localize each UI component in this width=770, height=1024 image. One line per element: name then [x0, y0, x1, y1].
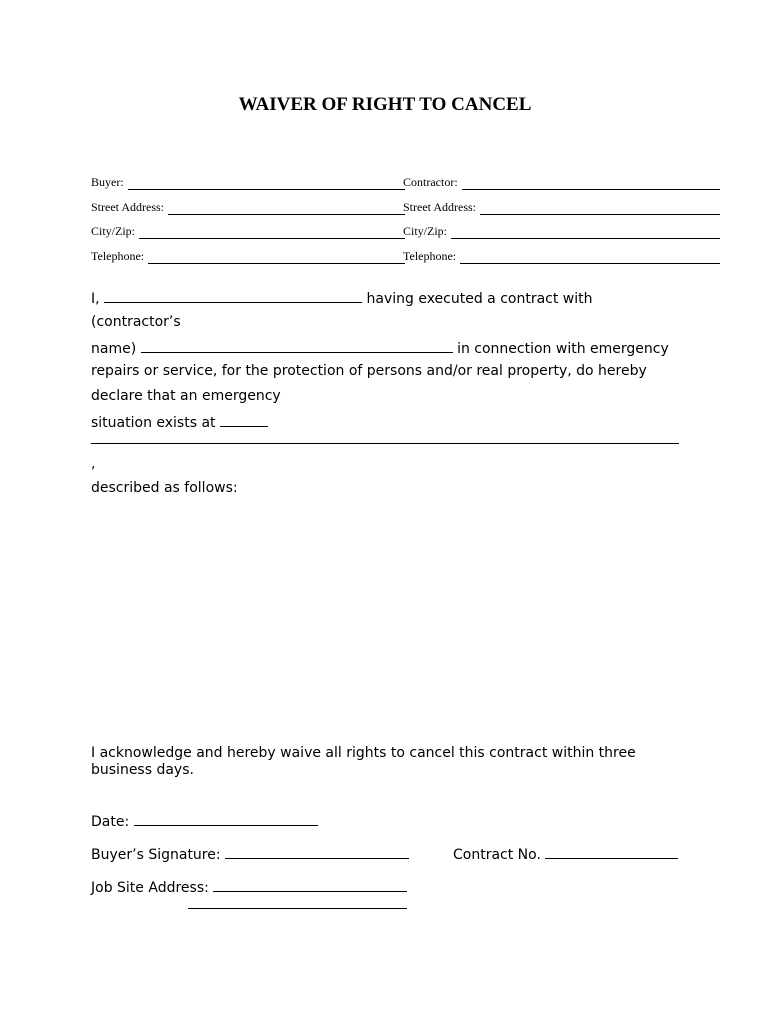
contractor-street-field[interactable] [403, 199, 720, 215]
contractor-cityzip-line[interactable] [451, 225, 720, 239]
buyer-street-field[interactable] [91, 199, 405, 215]
buyer-label: Buyer: [91, 175, 124, 189]
buyer-telephone-label: Telephone: [91, 249, 145, 263]
declaration-situation: situation exists at [91, 415, 216, 431]
date-row [91, 812, 318, 831]
declaration-repairs: repairs or service, for the protection of persons and/or real property, do hereby [91, 363, 647, 379]
acknowledge-line-2: business days. [91, 762, 194, 778]
job-site-label: Job Site Address: [91, 880, 209, 896]
situation-blank[interactable] [220, 413, 268, 427]
declaration-line-6 [91, 413, 268, 432]
date-blank[interactable] [134, 812, 318, 826]
declaration-line-3 [91, 339, 669, 358]
declaration-contractor-open: (contractor’s [91, 314, 181, 330]
contractor-label: Contractor: [403, 175, 458, 189]
acknowledge-line-1: I acknowledge and hereby waive all rights to cancel this contract within three [91, 745, 636, 761]
buyer-field[interactable] [91, 174, 405, 190]
buyer-signature-row [91, 845, 409, 864]
contractor-telephone-line[interactable] [460, 250, 720, 264]
buyer-street-line[interactable] [168, 201, 405, 215]
contractor-field[interactable] [403, 174, 720, 190]
declaration-line-1 [91, 289, 593, 308]
job-site-row [91, 878, 407, 897]
contractor-telephone-label: Telephone: [403, 249, 457, 263]
date-label: Date: [91, 814, 130, 830]
contractor-street-line[interactable] [480, 201, 720, 215]
job-site-blank[interactable] [213, 878, 407, 892]
buyer-cityzip-label: City/Zip: [91, 224, 136, 238]
buyer-cityzip-field[interactable] [91, 223, 405, 239]
contractor-street-label: Street Address: [403, 200, 476, 214]
buyer-street-label: Street Address: [91, 200, 164, 214]
declaration-comma: , [91, 456, 96, 472]
declaration-in-connection: in connection with emergency [457, 341, 669, 357]
buyer-line[interactable] [128, 176, 405, 190]
situation-location-line[interactable] [91, 443, 679, 444]
declaration-declare: declare that an emergency [91, 388, 281, 404]
page-title: WAIVER OF RIGHT TO CANCEL [238, 94, 532, 115]
declaration-i: I, [91, 291, 100, 307]
contractor-telephone-field[interactable] [403, 248, 720, 264]
contractor-name-blank[interactable] [141, 339, 453, 353]
contractor-cityzip-label: City/Zip: [403, 224, 448, 238]
contractor-line[interactable] [462, 176, 720, 190]
buyer-telephone-field[interactable] [91, 248, 405, 264]
contract-no-label: Contract No. [453, 847, 541, 863]
buyer-signature-blank[interactable] [225, 845, 409, 859]
contract-no-blank[interactable] [545, 845, 678, 859]
contract-no-row [453, 845, 678, 864]
buyer-cityzip-line[interactable] [139, 225, 405, 239]
declaration-having-executed: having executed a contract with [366, 291, 593, 307]
buyer-signature-label: Buyer’s Signature: [91, 847, 221, 863]
buyer-telephone-line[interactable] [148, 250, 405, 264]
declaration-described: described as follows: [91, 480, 238, 496]
job-site-second-line[interactable] [188, 908, 407, 909]
declaration-name-close: name) [91, 341, 137, 357]
declarant-name-blank[interactable] [104, 289, 362, 303]
contractor-cityzip-field[interactable] [403, 223, 720, 239]
